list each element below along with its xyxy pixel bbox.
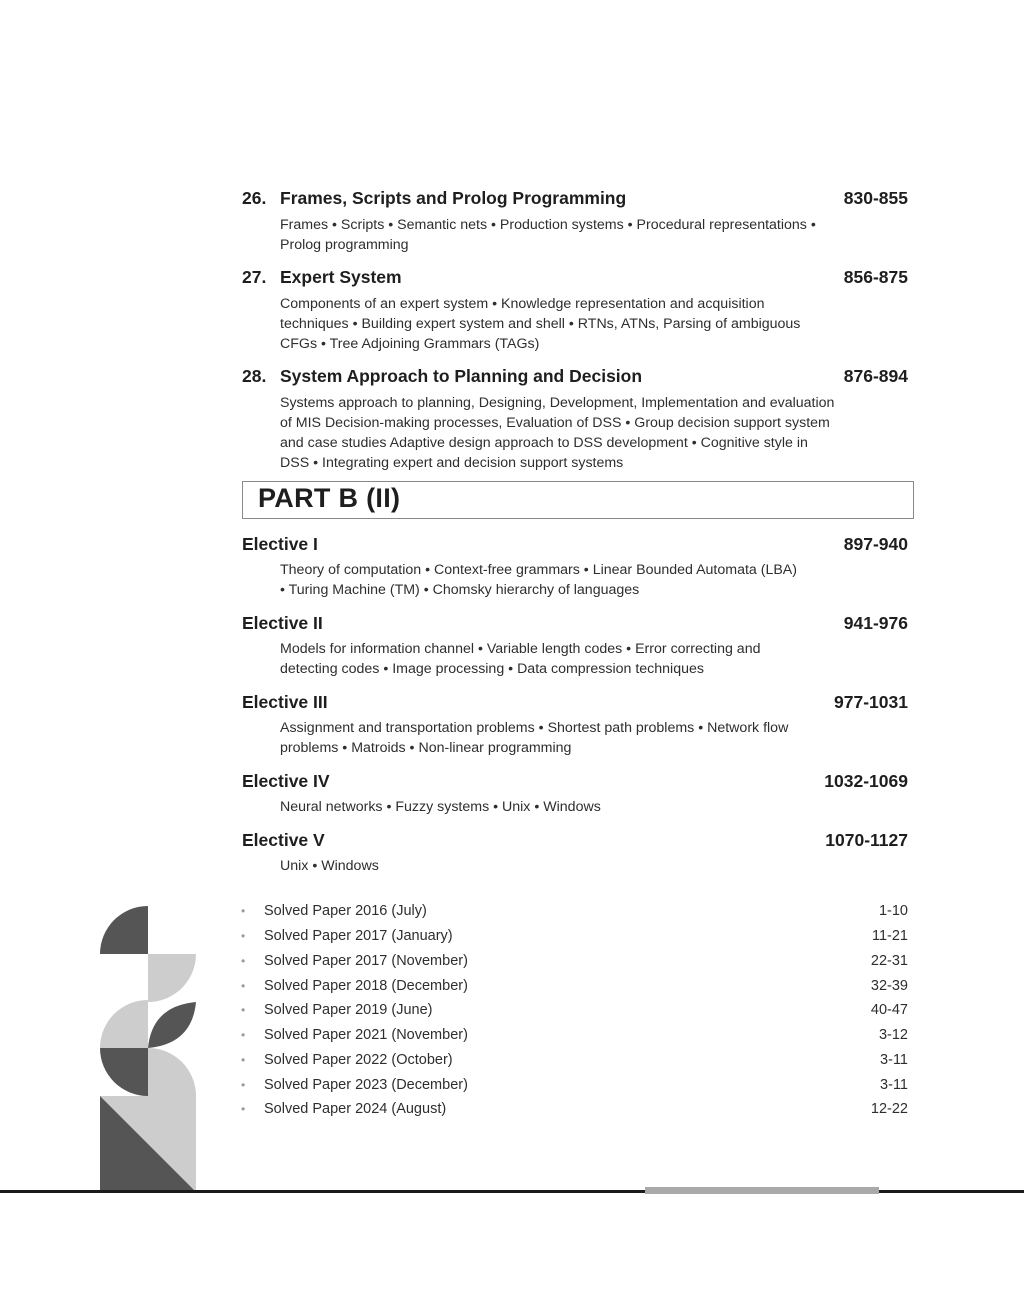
dark-semicircle	[100, 1048, 148, 1096]
light-leaf-left	[100, 1002, 148, 1048]
chapter-topics: Components of an expert system • Knowledge representation and acquisition techniques • Building expert system and shell • RTNs, ATNs, Parsing of ambiguous CFGs • Tree Adjoining Grammars (TAGs)	[280, 296, 801, 352]
chapter-title: Frames, Scripts and Prolog Programming	[280, 188, 627, 208]
paper-label: Solved Paper 2017 (January)	[264, 928, 453, 945]
part-heading-box	[242, 481, 914, 519]
bullet-icon: •	[241, 1077, 246, 1092]
paper-label: Solved Paper 2024 (August)	[264, 1101, 447, 1118]
chapter-topics: Systems approach to planning, Designing, Development, Implementation and evaluation of MIS Decision-making processes, Evaluation of DSS • Group decision support system and case studies Adaptive design approach to DSS development • Cognitive style in DSS • Integrating expert and decision support systems	[280, 395, 835, 471]
elective-4	[242, 771, 908, 817]
paper-pages: 3-12	[878, 1027, 908, 1044]
chapter-28	[242, 366, 908, 473]
paper-pages: 3-11	[880, 1051, 908, 1068]
list-item	[241, 1023, 908, 1048]
bullet-icon: •	[241, 1052, 246, 1067]
elective-5	[242, 830, 908, 876]
bullet-icon: •	[241, 978, 246, 993]
elective-title: Elective V	[242, 830, 325, 850]
chapter-heading	[242, 267, 908, 291]
elective-1	[242, 534, 908, 600]
paper-pages: 12-22	[870, 1101, 908, 1118]
chapter-pages: 830-855	[843, 188, 908, 208]
elective-heading	[242, 692, 908, 716]
decorative-pattern	[100, 906, 196, 1192]
list-item	[241, 1072, 908, 1097]
list-item	[241, 998, 908, 1023]
bullet-icon: •	[241, 953, 246, 968]
bullet-icon: •	[241, 1102, 246, 1117]
elective-topics: Neural networks • Fuzzy systems • Unix • Windows	[280, 799, 601, 815]
elective-title: Elective II	[242, 613, 323, 633]
paper-pages: 32-39	[870, 977, 908, 994]
chapter-pages: 856-875	[843, 267, 908, 287]
chapter-number: 27.	[242, 267, 267, 287]
paper-pages: 11-21	[871, 928, 908, 945]
paper-label: Solved Paper 2021 (November)	[264, 1027, 468, 1044]
bullet-icon: •	[241, 1003, 246, 1018]
list-item	[241, 924, 908, 949]
list-item	[241, 1097, 908, 1122]
paper-label: Solved Paper 2019 (June)	[264, 1002, 433, 1019]
bullet-icon: •	[241, 929, 246, 944]
elective-pages: 941-976	[843, 613, 908, 633]
paper-pages: 40-47	[870, 1002, 908, 1019]
light-half-circle	[148, 954, 196, 1002]
paper-label: Solved Paper 2016 (July)	[264, 903, 427, 920]
paper-label: Solved Paper 2022 (October)	[264, 1051, 453, 1068]
elective-title: Elective I	[242, 534, 318, 554]
elective-topics: Theory of computation • Context-free grammars • Linear Bounded Automata (LBA) • Turing Machine (TM) • Chomsky hierarchy of languages	[280, 562, 797, 598]
elective-pages: 897-940	[843, 534, 908, 554]
list-item	[241, 899, 908, 924]
elective-3	[242, 692, 908, 758]
elective-heading	[242, 613, 908, 637]
paper-pages: 3-11	[880, 1076, 908, 1093]
elective-topics: Models for information channel • Variable length codes • Error correcting and detecting codes • Image processing • Data compression techniques	[280, 641, 761, 677]
chapter-number: 26.	[242, 188, 267, 208]
light-semicircle	[148, 1048, 196, 1096]
dark-quarter-circle	[100, 906, 148, 954]
elective-topics: Assignment and transportation problems • Shortest path problems • Network flow problems • Matroids • Non-linear programming	[280, 720, 789, 756]
chapter-number: 28.	[242, 366, 267, 386]
chapter-pages: 876-894	[843, 366, 908, 386]
list-item	[241, 949, 908, 974]
bottom-accent-bar	[645, 1187, 879, 1194]
chapter-heading	[242, 366, 908, 390]
paper-label: Solved Paper 2023 (December)	[264, 1076, 468, 1093]
dark-leaf-right	[148, 1002, 196, 1048]
elective-heading	[242, 534, 908, 558]
chapter-title: Expert System	[280, 267, 402, 287]
elective-title: Elective III	[242, 692, 328, 712]
list-item	[241, 973, 908, 998]
elective-pages: 977-1031	[834, 692, 908, 712]
elective-title: Elective IV	[242, 771, 330, 791]
elective-2	[242, 613, 908, 679]
chapter-heading	[242, 188, 908, 212]
bullet-icon: •	[241, 904, 246, 919]
paper-label: Solved Paper 2017 (November)	[264, 952, 468, 969]
solved-papers-list	[241, 899, 908, 1122]
paper-pages: 1-10	[878, 903, 908, 920]
paper-pages: 22-31	[870, 952, 908, 969]
part-title: PART B (II)	[258, 483, 401, 513]
list-item	[241, 1048, 908, 1073]
chapter-topics: Frames • Scripts • Semantic nets • Production systems • Procedural representations • Prolog programming	[280, 217, 816, 253]
elective-pages: 1032-1069	[824, 771, 908, 791]
bullet-icon: •	[241, 1028, 246, 1043]
chapter-26	[242, 188, 908, 255]
chapter-title: System Approach to Planning and Decision	[280, 366, 643, 386]
paper-label: Solved Paper 2018 (December)	[264, 977, 468, 994]
elective-topics: Unix • Windows	[280, 858, 379, 874]
elective-heading	[242, 830, 908, 854]
elective-pages: 1070-1127	[825, 830, 908, 850]
elective-heading	[242, 771, 908, 795]
chapter-27	[242, 267, 908, 354]
